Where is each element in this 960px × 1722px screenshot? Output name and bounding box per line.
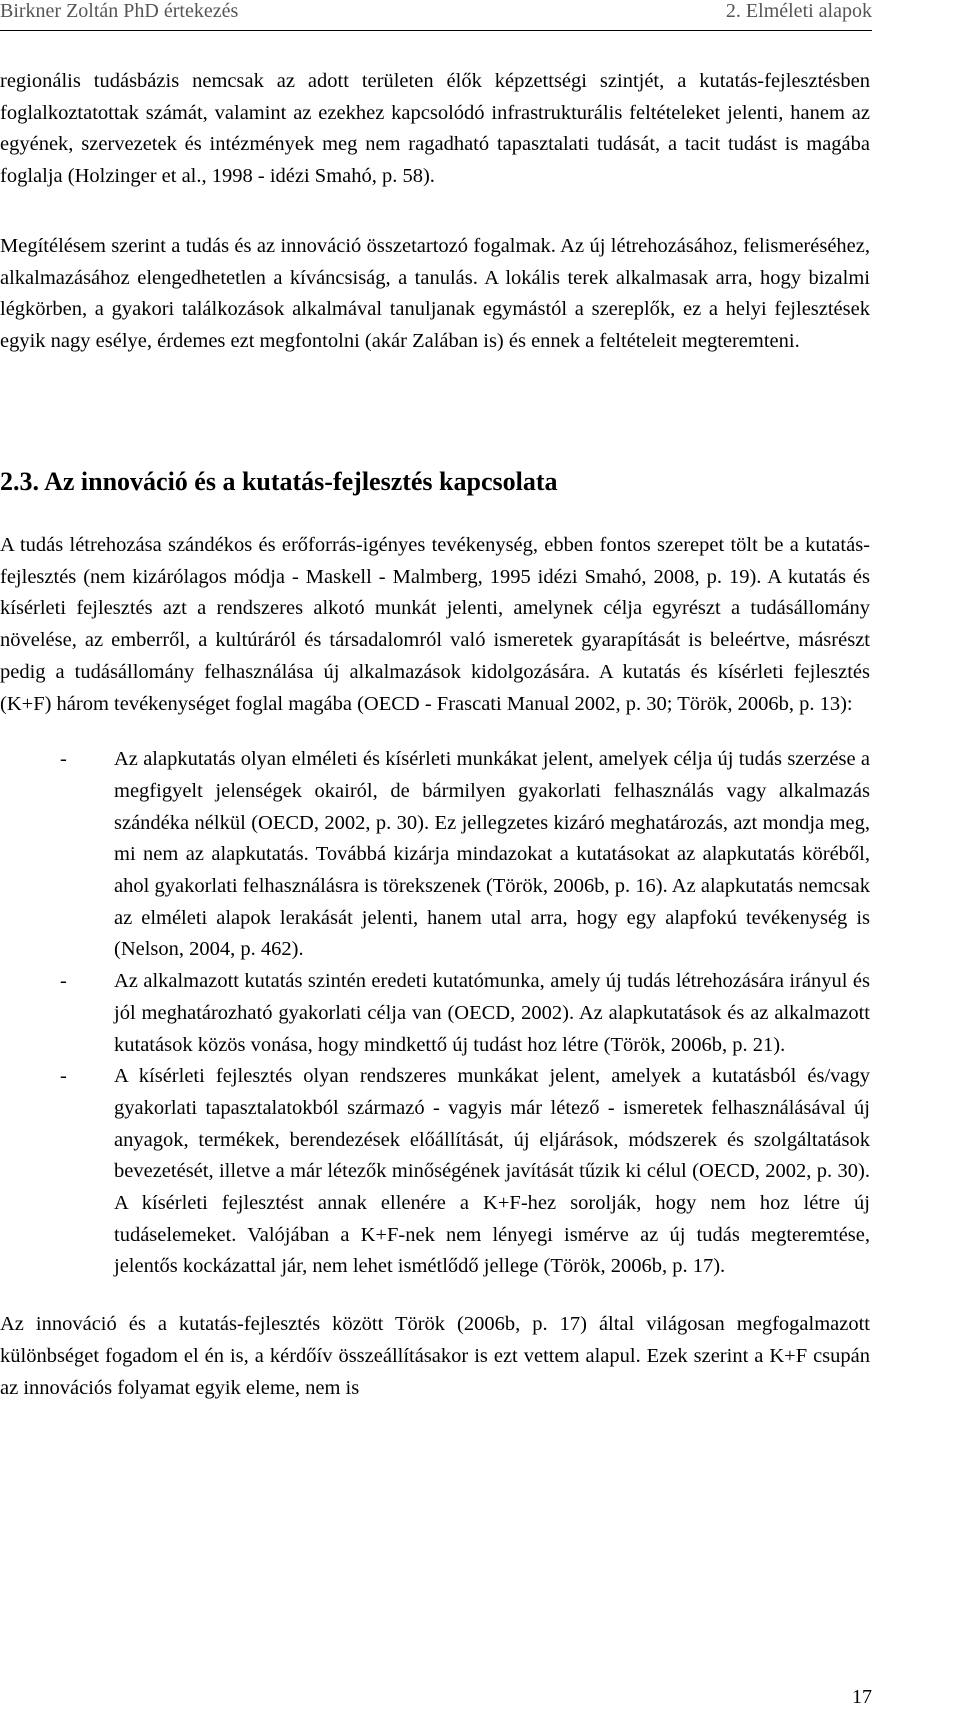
list-item (0, 744, 870, 966)
list-item-text: Az alapkutatás olyan elméleti és kísérleti munkákat jelent, amelyek célja új tudás szerzése a megfigyelt jelenségek okairól, de bármilyen gyakorlati felhasználás vagy alkalmazás szándéka nélkül (OECD, 2002, p. 30). Ez jellegzetes kizáró meghatározás, azt mondja meg, mi nem az alapkutatás. Továbbá kizárja mindazokat a kutatásokat az alapkutatás köréből, ahol gyakorlati felhasználásra is törekszenek (Török, 2006b, p. 16). Az alapkutatás nemcsak az elméleti alapok lerakását jelenti, hanem utal arra, hogy egy alapfokú tevékenység is (Nelson, 2004, p. 462). (114, 748, 870, 961)
section-body (0, 530, 870, 1404)
list-dash: - (60, 970, 67, 993)
closing-paragraph: Az innováció és a kutatás-fejlesztés között Török (2006b, p. 17) által világosan megfogalmazott különbséget fogadom el én is, a kérdőív összeállításakor is ezt vettem alapul. Ezek szerint a K+F csupán az innovációs folyamat egyik eleme, nem is (0, 1313, 870, 1399)
list-item-text: Az alkalmazott kutatás szintén eredeti kutatómunka, amely új tudás létrehozására irányul és jól meghatározható gyakorlati célja van (OECD, 2002). Az alapkutatások és az alkalmazott kutatások közös vonása, hogy mindkettő új tudást hoz létre (Török, 2006b, p. 21). (114, 970, 870, 1056)
list-item (0, 966, 870, 1061)
paragraph-regional-knowledge: regionális tudásbázis nemcsak az adott területen élők képzettségi szintjét, a kutatás-fejlesztésben foglalkoztatottak számát, valamint az ezekhez kapcsolódó infrastrukturális feltételeket jelenti, hanem az egyének, szervezetek és intézmények meg nem ragadható tapasztalati tudását, a tacit tudást is magába foglalja (Holzinger et al., 1998 - idézi Smahó, p. 58). (0, 70, 870, 188)
list-item (0, 1061, 870, 1283)
paragraph-opinion: Megítélésem szerint a tudás és az innováció összetartozó fogalmak. Az új létrehozásához, felismeréséhez, alkalmazásához elengedhetetlen a kíváncsiság, a tanulás. A lokális terek alkalmasak arra, hogy bizalmi légkörben, a gyakori találkozások alkalmával tanuljanak egymástól a szereplők, ez a helyi fejlesztések egyik nagy esélye, érdemes ezt megfontolni (akár Zalában is) és ennek a feltételeit megteremteni. (0, 234, 870, 352)
list-dash: - (60, 748, 67, 771)
page-body-top (0, 66, 870, 358)
section-intro-paragraph: A tudás létrehozása szándékos és erőforrás-igényes tevékenység, ebben fontos szerepet tölt be a kutatás-fejlesztés (nem kizárólagos módja - Maskell - Malmberg, 1995 idézi Smahó, 2008, p. 19). A kutatás és kísérleti fejlesztés azt a rendszeres alkotó munkát jelenti, amelynek célja egyrészt a tudásállomány növelése, az emberről, a kultúráról és társadalomról való ismeretek gyarapítását is beleértve, másrészt pedig a tudásállomány felhasználása új alkalmazások kidolgozására. A kutatás és kísérleti fejlesztés (K+F) három tevékenységet foglal magába (OECD - Frascati Manual 2002, p. 30; Török, 2006b, p. 13): (0, 534, 870, 715)
list-item-text: A kísérleti fejlesztés olyan rendszeres munkákat jelent, amelyek a kutatásból és/vagy gyakorlati tapasztalatokból származó - vagyis már létező - ismeretek felhasználásával új anyagok, termékek, berendezések előállítását, új eljárások, módszerek és szolgáltatások bevezetését, illetve a már létezők minőségének javítását tűzik ki célul (OECD, 2002, p. 30). A kísérleti fejlesztést annak ellenére a K+F-hez sorolják, hogy nem hoz létre új tudáselemeket. Valójában a K+F-nek nem lényegi ismérve az új tudás megteremtése, jelentős kockázattal jár, nem lehet ismétlődő jellege (Török, 2006b, p. 17). (114, 1065, 870, 1278)
rnd-activity-list (0, 744, 870, 1283)
running-header (0, 0, 872, 31)
list-dash: - (60, 1065, 67, 1088)
header-chapter: 2. Elméleti alapok (725, 0, 872, 22)
header-author: Birkner Zoltán PhD értekezés (0, 0, 239, 22)
section-heading: 2.3. Az innováció és a kutatás-fejlesztés kapcsolata (0, 467, 558, 496)
page-number: 17 (852, 1686, 872, 1708)
